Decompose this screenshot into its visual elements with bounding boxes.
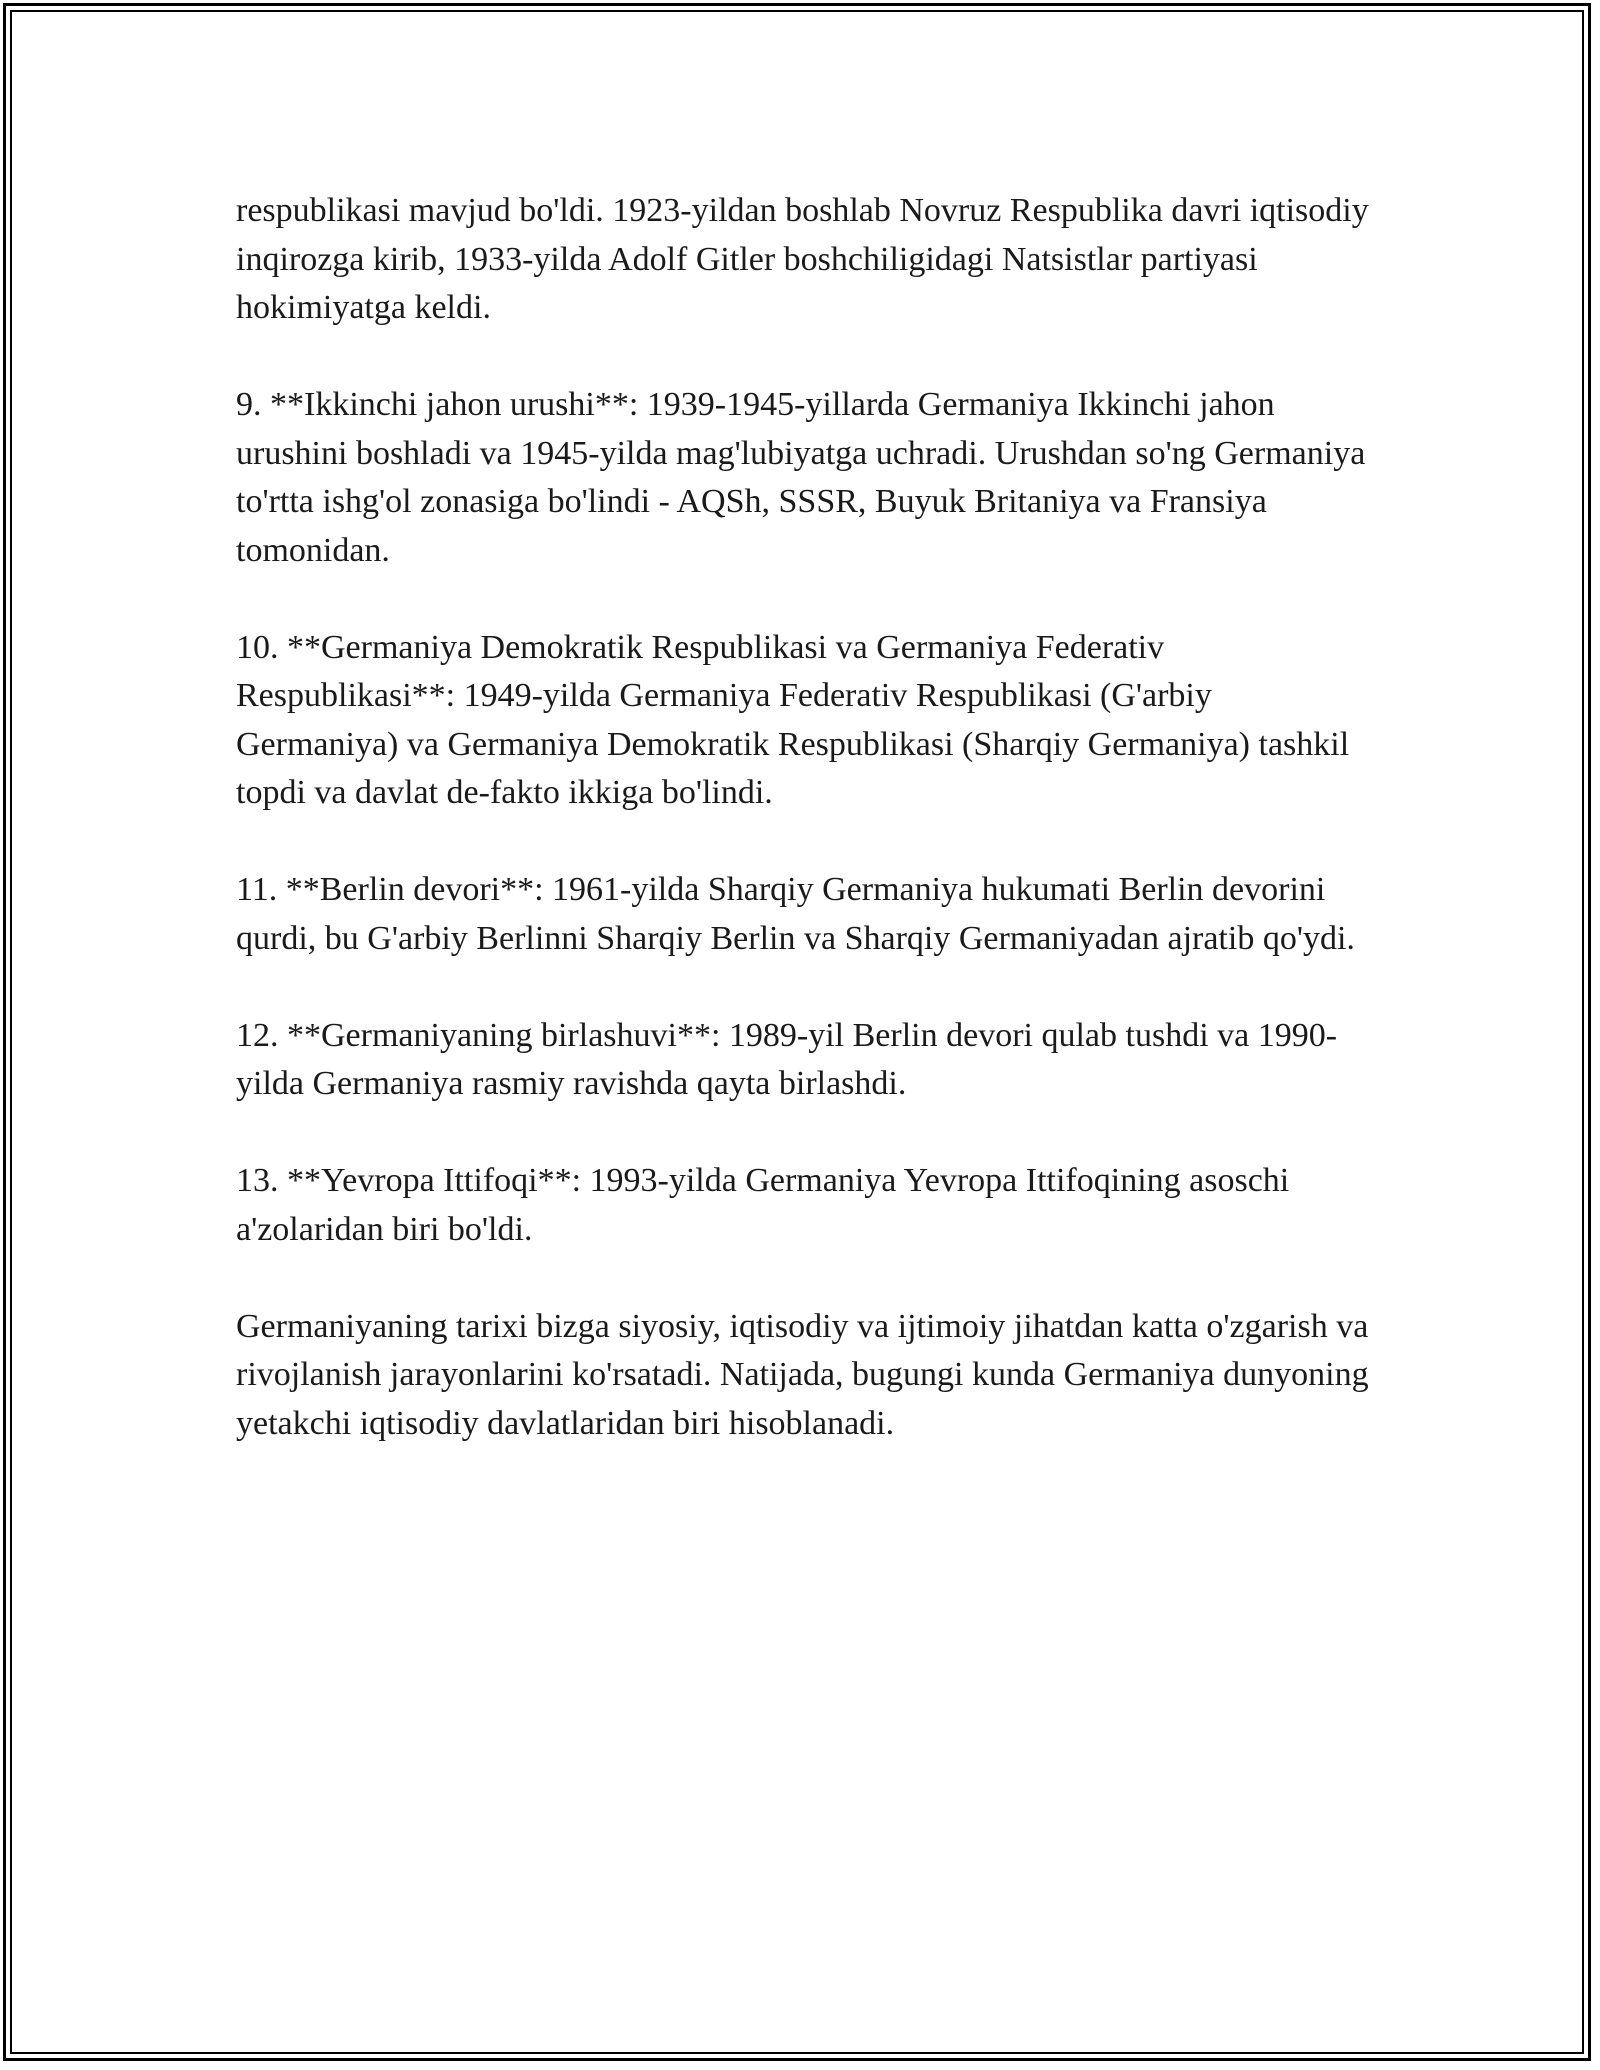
- paragraph-item-13: 13. **Yevropa Ittifoqi**: 1993-yilda Germaniya Yevropa Ittifoqining asoschi a'zolaridan biri bo'ldi.: [236, 1162, 1290, 1248]
- paragraph-item-11: 11. **Berlin devori**: 1961-yilda Sharqiy Germaniya hukumati Berlin devorini qurdi, bu G'arbiy Berlinni Sharqiy Berlin va Sharqiy Germaniyadan ajratib qo'ydi.: [236, 871, 1355, 957]
- paragraph-intro-continuation: respublikasi mavjud bo'ldi. 1923-yildan boshlab Novruz Respublika davri iqtisodiy inqirozga kirib, 1933-yilda Adolf Gitler boshchiligidagi Natsistlar partiyasi hokimiyatga keldi.: [236, 192, 1369, 326]
- paragraph-conclusion: Germaniyaning tarixi bizga siyosiy, iqtisodiy va ijtimoiy jihatdan katta o'zgarish va rivojlanish jarayonlarini ko'rsatadi. Natijada, bugungi kunda Germaniya dunyoning yetakchi iqtisodiy davlatlaridan biri hisoblanadi.: [236, 1307, 1369, 1442]
- paragraph-item-9: 9. **Ikkinchi jahon urushi**: 1939-1945-yillarda Germaniya Ikkinchi jahon urushini boshladi va 1945-yilda mag'lubiyatga uchradi. Urushdan so'ng Germaniya to'rtta ishg'ol zonasiga bo'lindi - AQSh, SSSR, Buyuk Britaniya va Fransiya tomonidan.: [236, 386, 1366, 569]
- paragraph-item-12: 12. **Germaniyaning birlashuvi**: 1989-yil Berlin devori qulab tushdi va 1990-yilda Germaniya rasmiy ravishda qayta birlashdi.: [236, 1016, 1338, 1102]
- document-body: [236, 187, 1376, 1497]
- paragraph-item-10: 10. **Germaniya Demokratik Respublikasi va Germaniya Federativ Respublikasi**: 1949-yilda Germaniya Federativ Respublikasi (G'arbiy Germaniya) va Germaniya Demokratik Respublikasi (Sharqiy Germaniya) tashkil topdi va davlat de-fakto ikkiga bo'lindi.: [236, 628, 1350, 811]
